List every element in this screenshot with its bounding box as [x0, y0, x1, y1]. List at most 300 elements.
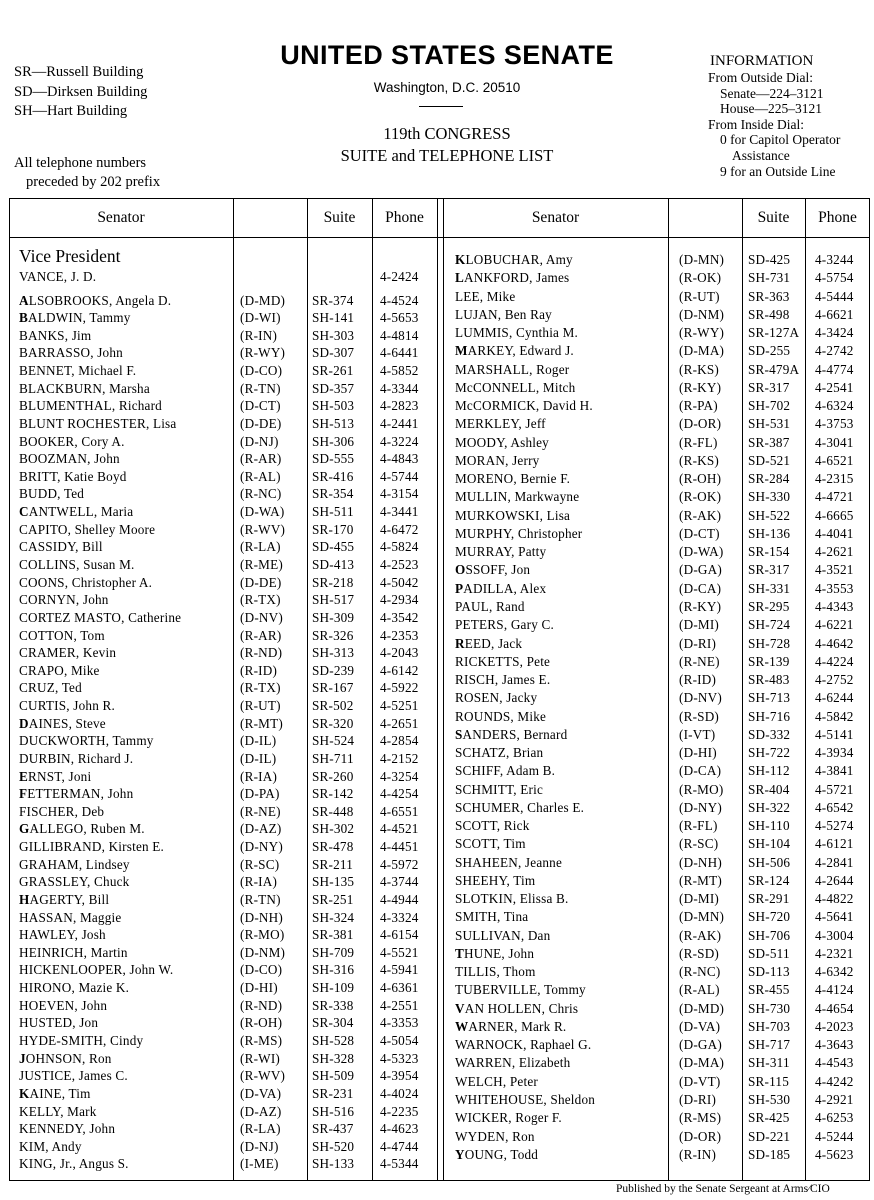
senator-name: CRAMER, Kevin: [19, 645, 117, 661]
senator-party: (R-ND): [240, 997, 283, 1013]
senator-party: (R-MS): [240, 1033, 283, 1048]
senator-name: BLUNT ROCHESTER, Lisa: [19, 415, 177, 431]
house-number: House—225–3121: [720, 101, 822, 117]
senator-name: KENNEDY, John: [19, 1121, 116, 1137]
senator-suite: SD-511: [748, 945, 790, 961]
senator-name: HEINRICH, Martin: [19, 944, 128, 960]
senator-phone: 4-5721: [815, 781, 854, 797]
senator-suite: SD-185: [748, 1146, 791, 1162]
senator-phone: 4-4642: [815, 635, 854, 651]
senator-name: LUJAN, Ben Ray: [455, 306, 552, 322]
senator-suite: SH-517: [312, 592, 355, 608]
senator-name: WELCH, Peter: [455, 1073, 538, 1089]
senator-phone: 4-6221: [815, 617, 854, 633]
senator-suite: SD-221: [748, 1128, 791, 1144]
senator-name: HICKENLOOPER, John W.: [19, 962, 174, 978]
senator-suite: SH-328: [312, 1050, 355, 1066]
senator-phone: 4-5744: [380, 468, 419, 484]
senator-suite: SH-306: [312, 433, 355, 449]
senator-name: RISCH, James E.: [455, 672, 551, 687]
senator-suite: SD-332: [748, 726, 791, 742]
senator-name: WARNOCK, Raphael G.: [455, 1037, 592, 1053]
senator-phone: 4-4654: [815, 1000, 854, 1016]
senator-phone: 4-2742: [815, 343, 854, 359]
senator-phone: 4-3224: [380, 433, 419, 449]
senator-name: MERKLEY, Jeff: [455, 416, 546, 432]
prefix-note-line-2: preceded by 202 prefix: [26, 173, 161, 190]
senator-phone: 4-2551: [380, 997, 419, 1013]
senator-suite: SR-317: [748, 562, 790, 578]
senator-phone: 4-5274: [815, 818, 854, 834]
senator-party: (R-TN): [240, 380, 281, 396]
senator-name: RICKETTS, Pete: [455, 653, 551, 669]
senator-phone: 4-5641: [815, 909, 854, 925]
senator-phone: 4-6551: [380, 803, 419, 819]
senator-phone: 4-5323: [380, 1050, 419, 1066]
senator-party: (R-IA): [240, 768, 278, 784]
senator-phone: 4-3744: [380, 874, 419, 890]
senator-name: MURKOWSKI, Lisa: [455, 507, 571, 523]
senator-name: BOOKER, Cory A.: [19, 433, 125, 449]
senator-suite: SR-261: [312, 363, 354, 378]
information-heading: INFORMATION: [710, 53, 814, 69]
senator-party: (R-AK): [679, 507, 722, 523]
senator-name: COLLINS, Susan M.: [19, 557, 135, 572]
senator-suite: SR-374: [312, 292, 354, 308]
senator-phone: 4-5521: [380, 944, 419, 960]
senator-party: (R-NC): [240, 486, 282, 502]
senator-phone: 4-2023: [815, 1018, 854, 1034]
senator-name: DURBIN, Richard J.: [19, 750, 134, 766]
senator-name: SCOTT, Tim: [455, 836, 526, 852]
senator-phone: 4-4124: [815, 982, 854, 998]
senator-name: HIRONO, Mazie K.: [19, 980, 130, 996]
senator-name: SULLIVAN, Dan: [455, 927, 551, 943]
senator-party: (D-VA): [240, 1085, 282, 1101]
senator-phone: 4-2921: [815, 1092, 854, 1107]
senator-phone: 4-6621: [815, 306, 854, 322]
senator-party: (R-ID): [679, 672, 717, 687]
senator-party: (R-AR): [240, 627, 282, 643]
senator-name: SCHMITT, Eric: [455, 781, 544, 797]
senator-suite: SH-110: [748, 818, 790, 834]
senator-phone: 4-2854: [380, 733, 419, 749]
vice-president-name: VANCE, J. D.: [19, 269, 97, 284]
senator-phone: 4-4242: [815, 1073, 854, 1089]
senator-name: CAPITO, Shelley Moore: [19, 521, 156, 537]
senator-phone: 4-2152: [380, 750, 419, 766]
senator-name: ROSEN, Jacky: [455, 690, 538, 706]
senator-phone: 4-4822: [815, 891, 854, 907]
senator-suite: SR-317: [748, 379, 790, 395]
senator-name: FISCHER, Deb: [19, 803, 105, 819]
senator-party: (R-AK): [679, 927, 722, 943]
senator-name: SHAHEEN, Jeanne: [455, 854, 563, 870]
senator-phone: 4-4843: [380, 451, 419, 467]
senator-phone: 4-5251: [380, 698, 419, 713]
senator-phone: 4-3542: [380, 609, 419, 625]
senator-suite: SR-139: [748, 653, 790, 669]
senator-name: MOODY, Ashley: [455, 434, 549, 450]
senator-phone: 4-2644: [815, 872, 854, 888]
senator-suite: SR-291: [748, 891, 790, 907]
senator-phone: 4-5922: [380, 680, 419, 696]
senator-party: (D-RI): [679, 635, 717, 651]
senator-party: (D-MA): [679, 1055, 725, 1071]
senator-party: (R-LA): [240, 539, 281, 555]
senator-suite: SR-425: [748, 1110, 790, 1126]
senator-party: (R-SD): [679, 708, 720, 724]
senator-party: (R-LA): [240, 1121, 281, 1137]
address: Washington, D.C. 20510: [373, 80, 521, 95]
information-box: [708, 52, 840, 179]
senator-name: BALDWIN, Tammy: [19, 310, 131, 326]
senator-party: (D-WA): [240, 504, 285, 520]
senator-party: (R-PA): [679, 398, 718, 414]
senator-phone: 4-3244: [815, 252, 854, 267]
senator-suite: SR-231: [312, 1085, 354, 1101]
building-legend: [14, 63, 147, 122]
senator-suite: SR-211: [312, 856, 354, 872]
senator-party: (D-CO): [240, 363, 283, 378]
senator-phone: 4-5244: [815, 1128, 854, 1144]
senator-party: (R-ME): [240, 557, 283, 572]
senator-phone: 4-4521: [380, 821, 419, 837]
senator-party: (R-TX): [240, 680, 281, 696]
senator-party: (R-TX): [240, 592, 281, 608]
senator-name: BUDD, Ted: [19, 486, 85, 502]
senator-name: PETERS, Gary C.: [455, 617, 554, 633]
senator-party: (D-NJ): [240, 1138, 279, 1154]
senator-name: KING, Jr., Angus S.: [19, 1156, 129, 1172]
senator-phone: 4-5754: [815, 270, 854, 286]
senator-name: LEE, Mike: [455, 288, 516, 304]
senator-suite: SR-284: [748, 471, 790, 487]
senator-suite: SH-722: [748, 745, 791, 760]
senator-party: (R-NE): [679, 653, 720, 669]
senator-party: (R-AL): [679, 982, 720, 998]
senator-name: WYDEN, Ron: [455, 1128, 535, 1144]
senator-phone: 4-4041: [815, 525, 854, 541]
senator-phone: 4-3041: [815, 434, 854, 450]
senator-suite: SR-124: [748, 872, 790, 888]
senator-suite: SH-503: [312, 398, 355, 414]
senator-suite: SH-141: [312, 310, 355, 326]
senator-phone: 4-3254: [380, 768, 419, 784]
senator-suite: SR-320: [312, 715, 354, 731]
senator-phone: 4-3753: [815, 416, 854, 432]
senator-suite: SR-142: [312, 786, 354, 802]
senator-name: THUNE, John: [455, 945, 535, 961]
building-dirksen: SD—Dirksen Building: [14, 83, 148, 100]
senator-name: BOOZMAN, John: [19, 451, 120, 467]
senator-name: MURPHY, Christopher: [455, 525, 583, 541]
senator-suite: SD-113: [748, 964, 790, 980]
list-subtitle: SUITE and TELEPHONE LIST: [340, 146, 554, 165]
senator-party: (D-RI): [679, 1092, 717, 1107]
senator-suite: SH-109: [312, 980, 355, 996]
senator-party: (D-AZ): [240, 821, 282, 837]
senator-name: BRITT, Katie Boyd: [19, 468, 127, 484]
senator-party: (D-MN): [679, 252, 725, 267]
senator-suite: SH-711: [312, 750, 354, 766]
outside-line: 9 for an Outside Line: [720, 163, 836, 179]
senator-suite: SH-506: [748, 854, 791, 870]
column-header-suite: Suite: [757, 209, 790, 226]
senator-suite: SD-521: [748, 452, 791, 468]
senator-name: CRAPO, Mike: [19, 662, 100, 678]
senator-party: (R-WV): [240, 521, 286, 537]
operator-line-1: 0 for Capitol Operator: [720, 132, 841, 148]
senator-name: DAINES, Steve: [19, 715, 106, 731]
senator-suite: SD-307: [312, 345, 355, 361]
senator-suite: SH-520: [312, 1138, 355, 1154]
senator-name: JOHNSON, Ron: [19, 1050, 112, 1066]
senator-name: MULLIN, Markwayne: [455, 489, 580, 505]
senator-suite: SH-509: [312, 1068, 355, 1084]
senator-suite: SH-513: [312, 415, 355, 431]
senator-party: (D-VT): [679, 1073, 721, 1089]
senator-name: KELLY, Mark: [19, 1103, 97, 1119]
senator-suite: SH-311: [748, 1055, 790, 1071]
senator-party: (D-AZ): [240, 1103, 282, 1119]
senator-suite: SR-404: [748, 781, 790, 797]
senator-phone: 4-4224: [815, 653, 854, 669]
senator-phone: 4-3841: [815, 763, 854, 779]
senator-phone: 4-6253: [815, 1110, 854, 1126]
senator-suite: SR-478: [312, 839, 354, 854]
senator-party: (R-NE): [240, 803, 281, 819]
senator-suite: SR-448: [312, 803, 354, 819]
senator-suite: SH-104: [748, 836, 791, 852]
senator-party: (R-AR): [240, 451, 282, 467]
senator-name: REED, Jack: [455, 635, 523, 651]
senator-name: HYDE-SMITH, Cindy: [19, 1033, 144, 1048]
senator-phone: 4-3344: [380, 380, 419, 396]
outside-dial-label: From Outside Dial:: [708, 70, 813, 85]
senator-phone: 4-6441: [380, 345, 419, 361]
senator-name: WHITEHOUSE, Sheldon: [455, 1092, 596, 1107]
senator-party: (D-NY): [240, 839, 283, 854]
column-header-senator: Senator: [531, 209, 580, 226]
building-hart: SH—Hart Building: [14, 103, 128, 119]
senator-phone: 4-5054: [380, 1033, 419, 1048]
senator-suite: SR-251: [312, 891, 354, 907]
senator-phone: 4-4024: [380, 1085, 419, 1101]
senator-suite: SH-516: [312, 1103, 355, 1119]
column-header-phone: Phone: [385, 209, 424, 226]
senator-phone: 4-4623: [380, 1121, 419, 1137]
senator-party: (R-AL): [240, 468, 281, 484]
senator-name: GILLIBRAND, Kirsten E.: [19, 839, 165, 854]
senator-party: (D-IL): [240, 750, 277, 766]
senator-phone: 4-2441: [380, 415, 419, 431]
senator-name: HASSAN, Maggie: [19, 909, 122, 925]
senator-party: (R-NC): [679, 964, 721, 980]
senator-name: BARRASSO, John: [19, 345, 123, 361]
senator-suite: SH-703: [748, 1018, 791, 1034]
senator-name: SCOTT, Rick: [455, 818, 530, 834]
senator-phone: 4-5141: [815, 726, 854, 742]
senator-name: YOUNG, Todd: [455, 1146, 539, 1162]
senator-party: (D-VA): [679, 1018, 721, 1034]
senator-suite: SH-302: [312, 821, 355, 837]
senator-name: CRUZ, Ted: [19, 680, 82, 696]
senator-suite: SR-304: [312, 1015, 354, 1031]
senator-suite: SH-530: [748, 1092, 791, 1107]
senator-name: SMITH, Tina: [455, 909, 529, 925]
column-divider: [372, 198, 373, 1181]
senator-phone: 4-5824: [380, 539, 419, 555]
senator-party: (D-MI): [679, 617, 720, 633]
senator-name: LANKFORD, James: [455, 270, 570, 286]
senator-phone: 4-3353: [380, 1015, 419, 1031]
column-header-suite: Suite: [323, 209, 356, 226]
senator-party: (R-FL): [679, 818, 718, 834]
senator-party: (R-SD): [679, 945, 720, 961]
senator-name: MARSHALL, Roger: [455, 361, 570, 377]
senator-party: (R-OK): [679, 489, 722, 505]
senator-phone: 4-2315: [815, 471, 854, 487]
senator-name: BANKS, Jim: [19, 327, 92, 343]
senator-party: (D-NY): [679, 799, 722, 815]
senator-suite: SD-425: [748, 252, 791, 267]
senator-name: SANDERS, Bernard: [455, 726, 568, 742]
senator-phone: 4-5972: [380, 856, 419, 872]
senator-phone: 4-6324: [815, 398, 854, 414]
table-header-rule: [9, 237, 870, 238]
senator-phone: 4-6521: [815, 452, 854, 468]
senator-party: (D-NM): [240, 944, 286, 960]
senator-suite: SR-498: [748, 306, 790, 322]
senator-phone: 4-2353: [380, 627, 419, 643]
senate-number: Senate—224–3121: [720, 85, 824, 101]
senator-name: GRASSLEY, Chuck: [19, 874, 130, 890]
senator-party: (D-NM): [679, 306, 725, 322]
column-divider: [805, 198, 806, 1181]
senator-suite: SR-115: [748, 1073, 790, 1089]
senator-party: (D-NJ): [240, 433, 279, 449]
senator-name: MARKEY, Edward J.: [455, 343, 574, 359]
senator-name: MURRAY, Patty: [455, 544, 547, 560]
senator-party: (D-CA): [679, 580, 722, 596]
senator-phone: 4-3154: [380, 486, 419, 502]
senator-suite: SH-728: [748, 635, 791, 651]
senator-name: BLACKBURN, Marsha: [19, 380, 150, 396]
senator-phone: 4-4524: [380, 292, 419, 308]
senator-suite: SH-112: [748, 763, 790, 779]
center-divider: [443, 198, 444, 1181]
senator-party: (D-DE): [240, 574, 282, 590]
senator-party: (R-KS): [679, 361, 720, 377]
senator-party: (R-OH): [240, 1015, 283, 1031]
senator-phone: 4-2841: [815, 854, 854, 870]
senator-party: (D-CO): [240, 962, 283, 978]
senator-name: CURTIS, John R.: [19, 698, 116, 713]
senator-phone: 4-4814: [380, 327, 419, 343]
senator-suite: SR-154: [748, 544, 790, 560]
senator-party: (R-ND): [240, 645, 283, 661]
senator-party: (R-IN): [679, 1146, 717, 1162]
senator-party: (R-MO): [240, 927, 285, 943]
senator-phone: 4-5344: [380, 1156, 419, 1172]
vice-president-phone: 4-2424: [380, 269, 419, 284]
senator-phone: 4-4451: [380, 839, 419, 854]
senator-party: (R-IN): [240, 327, 278, 343]
senator-name: SCHIFF, Adam B.: [455, 763, 556, 779]
senator-suite: SH-528: [312, 1033, 355, 1048]
senator-name: McCORMICK, David H.: [455, 398, 593, 414]
senator-name: COONS, Christopher A.: [19, 574, 153, 590]
senator-party: (D-NH): [679, 854, 722, 870]
senator-phone: 4-4774: [815, 361, 854, 377]
senator-name: COTTON, Tom: [19, 627, 105, 643]
senator-suite: SD-555: [312, 451, 355, 467]
senator-party: (D-NV): [679, 690, 722, 706]
senator-party: (D-MA): [679, 343, 725, 359]
senator-name: ERNST, Joni: [19, 768, 92, 784]
senator-phone: 4-4543: [815, 1055, 854, 1071]
senator-name: PADILLA, Alex: [455, 580, 547, 596]
senator-phone: 4-2321: [815, 945, 854, 961]
senator-suite: SR-483: [748, 672, 790, 687]
senator-suite: SH-331: [748, 580, 791, 596]
senator-name: JUSTICE, James C.: [19, 1068, 128, 1084]
senator-phone: 4-2523: [380, 557, 419, 572]
senator-suite: SH-313: [312, 645, 355, 661]
senator-phone: 4-6542: [815, 799, 854, 815]
senator-suite: SD-239: [312, 662, 355, 678]
senator-suite: SR-170: [312, 521, 354, 537]
senator-suite: SD-255: [748, 343, 791, 359]
senator-suite: SH-713: [748, 690, 791, 706]
senator-suite: SR-326: [312, 627, 354, 643]
senator-party: (R-KY): [679, 379, 722, 395]
senator-party: (R-TN): [240, 891, 281, 907]
senator-phone: 4-5444: [815, 288, 854, 304]
senator-name: SHEEHY, Tim: [455, 872, 536, 888]
senator-name: WICKER, Roger F.: [455, 1110, 562, 1126]
senator-name: LUMMIS, Cynthia M.: [455, 325, 579, 340]
senator-name: WARREN, Elizabeth: [455, 1055, 571, 1071]
senator-party: (D-GA): [679, 562, 722, 578]
senator-suite: SR-502: [312, 698, 354, 713]
senator-party: (R-MT): [240, 715, 283, 731]
senator-name: CORNYN, John: [19, 592, 109, 608]
senator-name: HOEVEN, John: [19, 997, 108, 1013]
senator-phone: 4-4744: [380, 1138, 419, 1154]
senator-party: (D-MD): [240, 292, 286, 308]
senator-party: (R-SC): [679, 836, 719, 852]
senator-party: (D-NH): [240, 909, 283, 925]
senator-party: (D-PA): [240, 786, 280, 802]
senator-party: (D-OR): [679, 1128, 722, 1144]
senator-name: KIM, Andy: [19, 1138, 82, 1154]
senator-name: CANTWELL, Maria: [19, 504, 134, 520]
senator-phone: 4-5941: [380, 962, 419, 978]
senator-phone: 4-3521: [815, 562, 854, 578]
senator-phone: 4-6142: [380, 662, 419, 678]
senator-name: CORTEZ MASTO, Catherine: [19, 609, 182, 625]
senator-name: SLOTKIN, Elissa B.: [455, 891, 569, 907]
senator-suite: SH-322: [748, 799, 791, 815]
senator-phone: 4-3553: [815, 580, 854, 596]
senator-party: (R-MS): [679, 1110, 722, 1126]
senator-party: (D-WI): [240, 310, 281, 326]
senator-name: BENNET, Michael F.: [19, 363, 137, 378]
senator-suite: SD-455: [312, 539, 355, 555]
senator-party: (R-UT): [240, 698, 281, 713]
